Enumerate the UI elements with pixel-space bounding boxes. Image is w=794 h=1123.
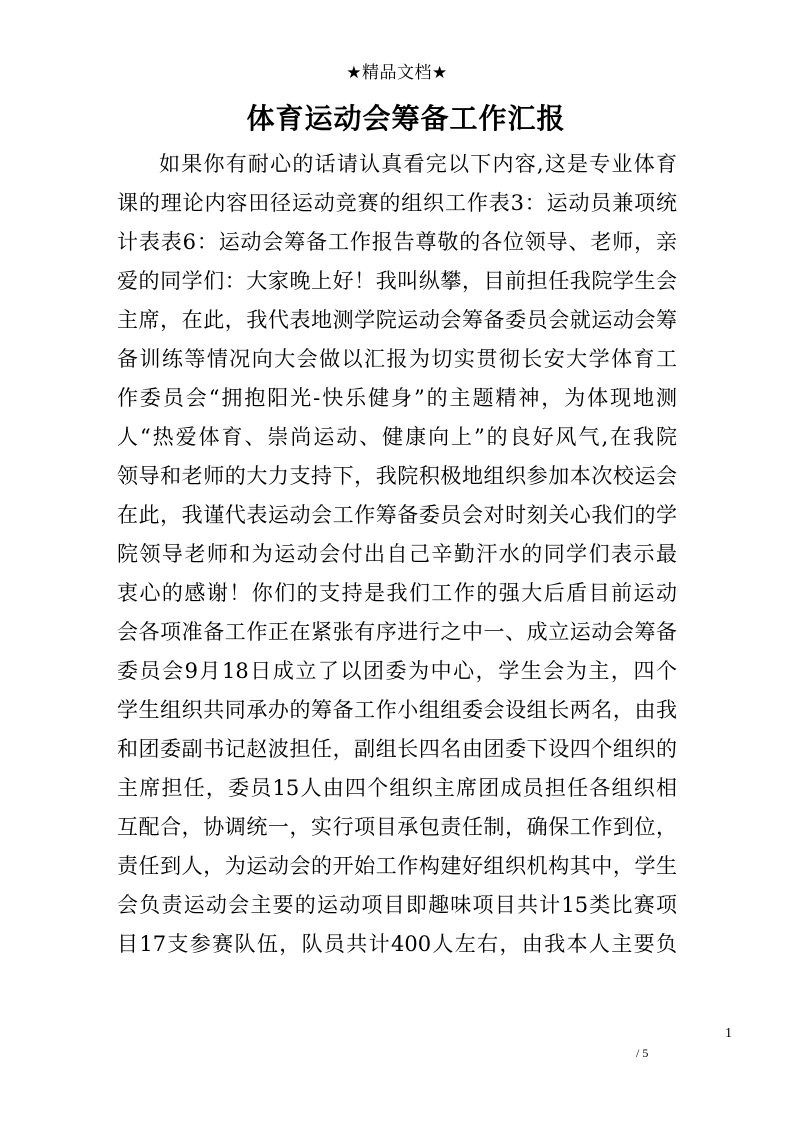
body-line: 委员会9月18日成立了以团委为中心，学生会为主，四个: [117, 659, 677, 683]
body-line: 主席担任，委员15人由四个组织主席团成员担任各组织相: [117, 776, 677, 800]
body-line: 院领导老师和为运动会付出自己辛勤汗水的同学们表示最: [117, 542, 677, 566]
body-line: 会各项准备工作正在紧张有序进行之中一、成立运动会筹备: [117, 620, 677, 644]
body-line: 课的理论内容田径运动竞赛的组织工作表3：运动员兼项统: [117, 191, 677, 215]
body-line: 和团委副书记赵波担任，副组长四名由团委下设四个组织的: [117, 737, 677, 761]
body-line: 爱的同学们：大家晚上好！我叫纵攀，目前担任我院学生会: [117, 269, 677, 293]
body-text: [117, 145, 677, 964]
body-line: 责任到人，为运动会的开始工作构建好组织机构其中，学生: [117, 854, 677, 878]
body-line: 学生组织共同承办的筹备工作小组组委会设组长两名，由我: [117, 698, 677, 722]
body-line: 主席，在此，我代表地测学院运动会筹备委员会就运动会筹: [117, 308, 677, 332]
page-total: / 5: [636, 1046, 649, 1060]
body-line: 会负责运动会主要的运动项目即趣味项目共计15类比赛项: [117, 893, 677, 917]
body-line: 互配合，协调统一，实行项目承包责任制，确保工作到位，: [117, 815, 677, 839]
body-line: 目17支参赛队伍，队员共计400人左右，由我本人主要负: [117, 932, 677, 956]
document-title: 体育运动会筹备工作汇报: [246, 102, 566, 135]
body-line: 在此，我谨代表运动会工作筹备委员会对时刻关心我们的学: [117, 503, 677, 527]
body-line: 衷心的感谢！你们的支持是我们工作的强大后盾目前运动: [117, 581, 677, 605]
body-line: 备训练等情况向大会做以汇报为切实贯彻长安大学体育工: [117, 347, 677, 371]
body-line: 人“热爱体育、崇尚运动、健康向上”的良好风气,在我院: [117, 425, 677, 449]
header-mark: ★精品文档★: [346, 63, 448, 83]
body-line: 领导和老师的大力支持下，我院积极地组织参加本次校运会: [117, 464, 677, 488]
page-number: 1: [725, 1026, 732, 1041]
body-line: 如果你有耐心的话请认真看完以下内容,这是专业体育: [159, 152, 677, 176]
body-line: 计表表6：运动会筹备工作报告尊敬的各位领导、老师，亲: [117, 230, 677, 254]
body-line: 作委员会“拥抱阳光-快乐健身”的主题精神，为体现地测: [117, 386, 677, 410]
